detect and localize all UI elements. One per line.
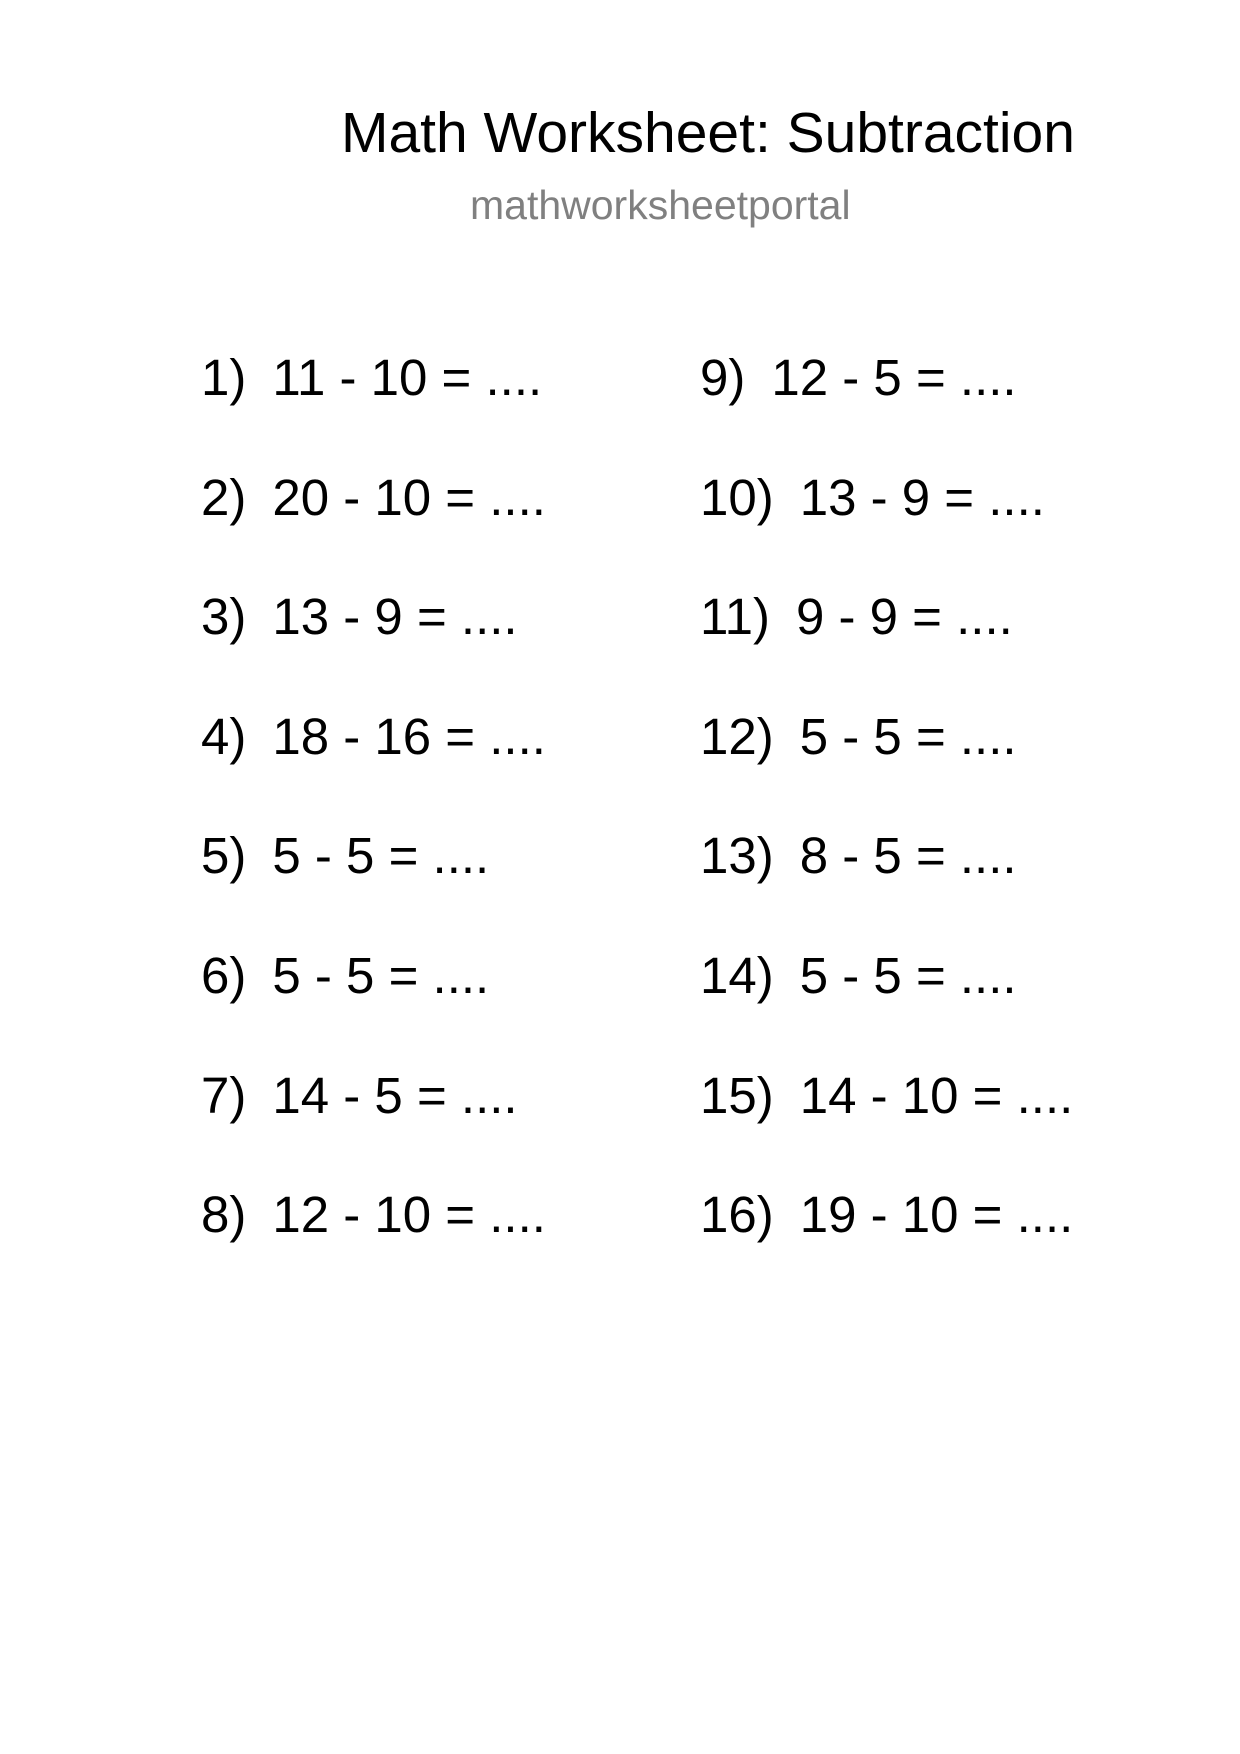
problem-item xyxy=(700,828,1073,948)
problem-expression: 12 - 5 = .... xyxy=(771,349,1017,406)
problem-expression: 11 - 10 = .... xyxy=(272,349,543,406)
problems-right-column xyxy=(700,350,1073,1307)
problem-number: 5) xyxy=(201,827,247,885)
problem-number: 12) xyxy=(700,707,774,765)
problem-item xyxy=(700,948,1073,1068)
page-title: Math Worksheet: Subtraction xyxy=(341,101,1075,165)
problem-item xyxy=(700,470,1073,590)
problem-item xyxy=(201,948,546,1068)
problem-item xyxy=(700,709,1073,829)
problem-item xyxy=(201,709,546,829)
problem-number: 1) xyxy=(201,349,247,406)
problem-item xyxy=(201,350,546,470)
problem-number: 14) xyxy=(700,946,774,1004)
problem-number: 15) xyxy=(700,1066,774,1124)
problem-item xyxy=(201,1068,546,1188)
problem-expression: 5 - 5 = .... xyxy=(799,707,1017,765)
problems-left-column xyxy=(201,350,546,1307)
problem-expression: 5 - 5 = .... xyxy=(799,946,1017,1004)
problem-item xyxy=(700,1068,1073,1188)
problem-number: 11) xyxy=(700,588,770,646)
problem-expression: 8 - 5 = .... xyxy=(799,827,1017,885)
problem-expression: 14 - 5 = .... xyxy=(272,1066,518,1124)
problem-number: 16) xyxy=(700,1186,774,1244)
problem-number: 8) xyxy=(201,1186,247,1244)
problem-number: 10) xyxy=(700,468,774,526)
problem-item xyxy=(201,828,546,948)
problem-item xyxy=(700,1187,1073,1307)
problem-expression: 9 - 9 = .... xyxy=(795,588,1013,646)
problem-expression: 5 - 5 = .... xyxy=(272,827,490,885)
problem-number: 13) xyxy=(700,827,774,885)
problem-expression: 14 - 10 = .... xyxy=(799,1066,1074,1124)
problem-number: 9) xyxy=(700,349,746,406)
problem-expression: 13 - 9 = .... xyxy=(799,468,1045,526)
problem-item xyxy=(700,589,1073,709)
problem-item xyxy=(700,350,1073,470)
problem-item xyxy=(201,589,546,709)
page-subtitle: mathworksheetportal xyxy=(470,182,851,228)
problem-expression: 5 - 5 = .... xyxy=(272,946,490,1004)
problem-number: 4) xyxy=(201,707,247,765)
problem-item xyxy=(201,470,546,590)
problem-number: 3) xyxy=(201,588,247,646)
problem-number: 7) xyxy=(201,1066,247,1124)
problem-expression: 18 - 16 = .... xyxy=(272,707,546,765)
problem-expression: 20 - 10 = .... xyxy=(272,468,546,526)
problem-item xyxy=(201,1187,546,1307)
problem-number: 2) xyxy=(201,468,247,526)
problem-expression: 12 - 10 = .... xyxy=(272,1186,546,1244)
problem-expression: 13 - 9 = .... xyxy=(272,588,518,646)
problem-number: 6) xyxy=(201,946,247,1004)
problem-expression: 19 - 10 = .... xyxy=(799,1186,1074,1244)
